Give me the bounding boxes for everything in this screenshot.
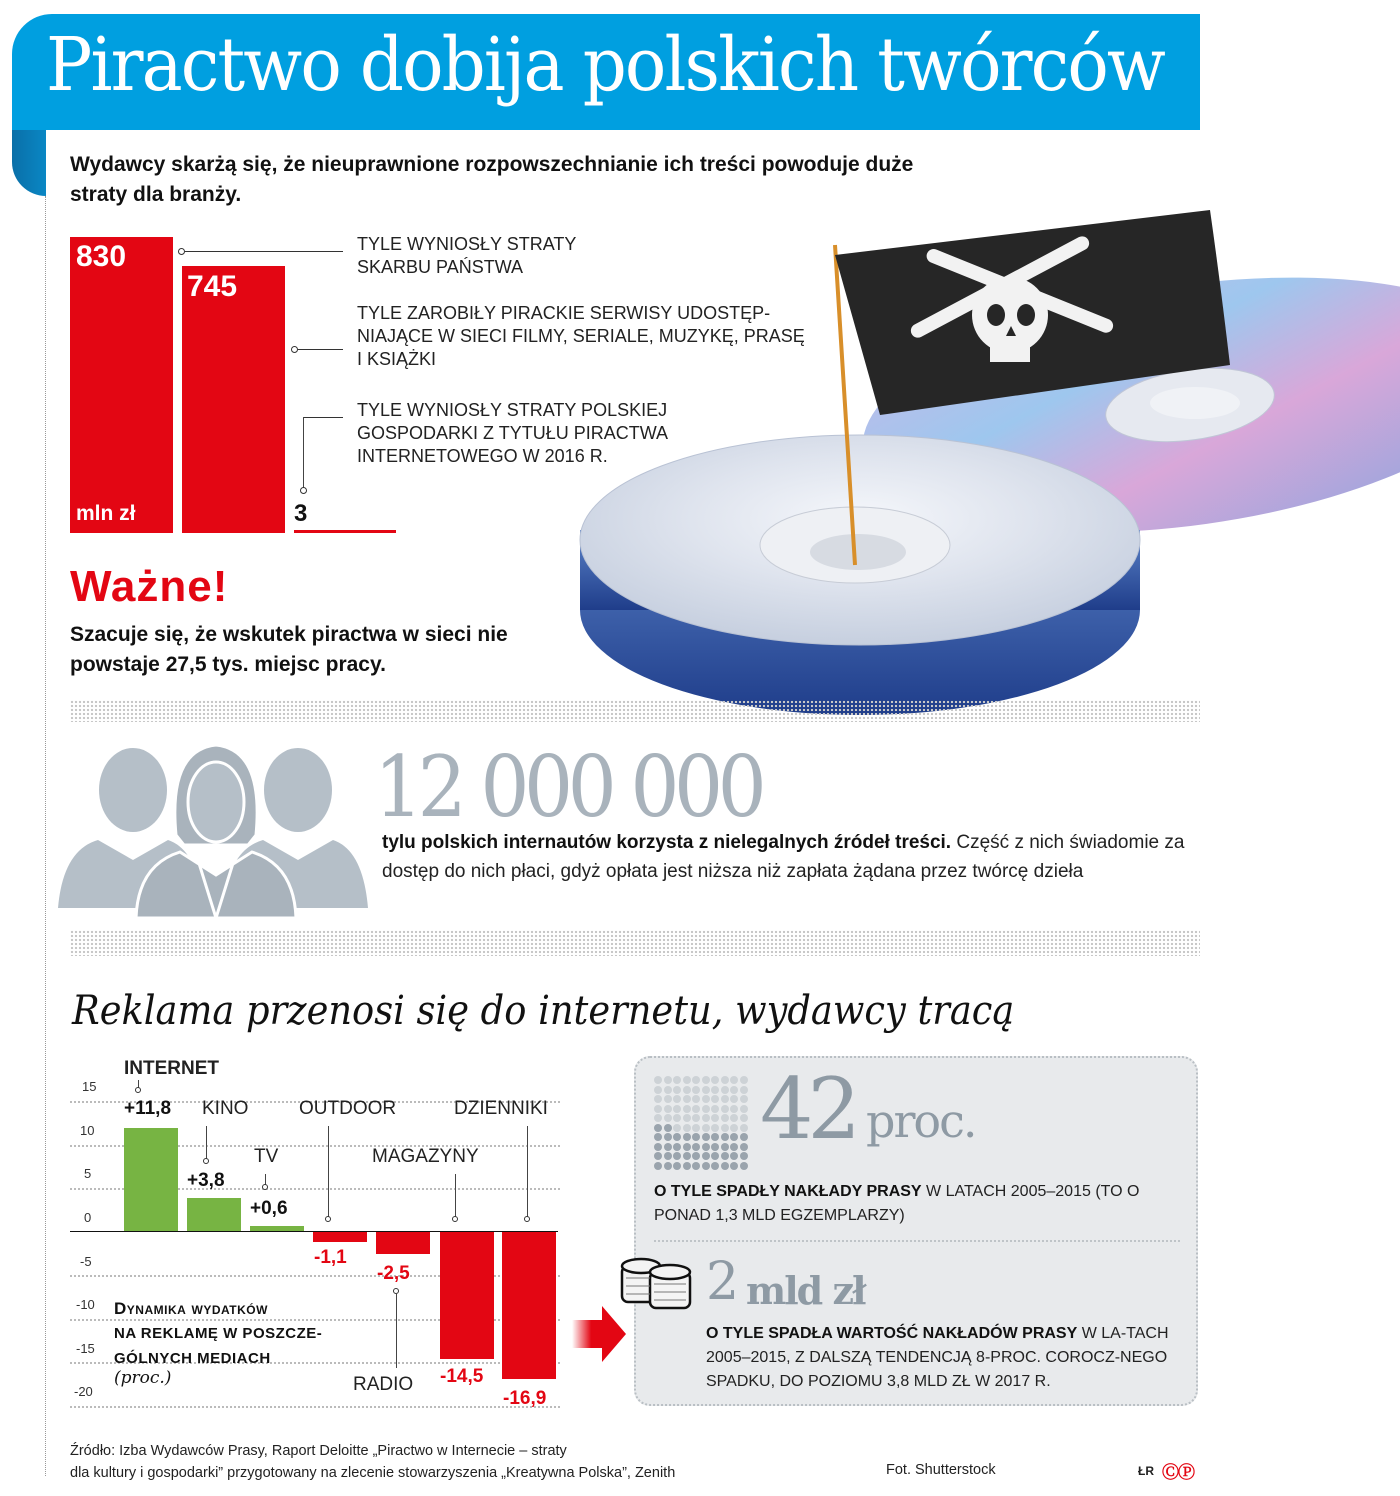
percent-dot [673, 1114, 681, 1122]
y-tick: 15 [82, 1079, 97, 1094]
y-tick: 0 [84, 1210, 92, 1225]
leader-line [303, 417, 343, 418]
y-tick: -20 [74, 1384, 93, 1399]
bar-radio [376, 1232, 430, 1254]
copyright-logo-icon: ⒸⓅ [1162, 1463, 1194, 1482]
percent-dot [721, 1152, 729, 1160]
percent-dot [711, 1095, 719, 1103]
leader-dot [524, 1216, 530, 1222]
source-line: Źródło: Izba Wydawców Prasy, Raport Deloitte „Piractwo w Internecie – straty [70, 1443, 567, 1459]
chart-caption-line: Dynamika wydatków [114, 1299, 268, 1318]
percent-dot [673, 1076, 681, 1084]
percent-dot [683, 1105, 691, 1113]
leader-dot [291, 346, 298, 353]
percent-dot [664, 1076, 672, 1084]
value-big: 2 [706, 1252, 740, 1312]
percent-dot [683, 1143, 691, 1151]
percent-dot [730, 1133, 738, 1141]
annotation-pirate-services: TYLE ZAROBIŁY PIRACKIE SERWISY UDOSTĘP-NIAJĄCE W SIECI FILMY, SERIALE, MUZYKĘ, PRASĘ I KSIĄŻKI [357, 303, 805, 369]
bar-3 [294, 530, 396, 533]
percent-dot [711, 1143, 719, 1151]
percent-value: 42 [760, 1060, 855, 1158]
percent-dot [740, 1086, 748, 1094]
percent-dot [711, 1152, 719, 1160]
percent-dot [692, 1095, 700, 1103]
percent-dot [673, 1095, 681, 1103]
leader-stem [396, 1294, 397, 1368]
percent-dot [673, 1086, 681, 1094]
percent-dot [740, 1076, 748, 1084]
bar-tv [250, 1226, 304, 1231]
leader-stem [303, 417, 304, 489]
leader-dot [325, 1216, 331, 1222]
users-count: 12 000 000 [374, 738, 762, 836]
percent-dot [683, 1076, 691, 1084]
percent-dot [664, 1162, 672, 1170]
annotation-economy: TYLE WYNIOSŁY STRATY POLSKIEJ GOSPODARKI Z TYTUŁU PIRACTWA INTERNETOWEGO W 2016 R. [357, 400, 668, 466]
percent-dot [692, 1133, 700, 1141]
percent-unit: proc. [866, 1094, 976, 1148]
percent-dot [721, 1105, 729, 1113]
percent-dot [654, 1114, 662, 1122]
percent-dot [702, 1152, 710, 1160]
section-title: Reklama przenosi się do internetu, wydawcy tracą [72, 988, 1015, 1034]
bar-dzienniki [502, 1232, 556, 1379]
percent-dot [683, 1086, 691, 1094]
percent-dot [673, 1152, 681, 1160]
bar-value-745: 745 [187, 270, 238, 303]
percent-dot [702, 1114, 710, 1122]
percent-dot [654, 1105, 662, 1113]
percent-description-bold: O TYLE SPADŁY NAKŁADY PRASY [654, 1183, 922, 1200]
bar-830 [70, 237, 173, 533]
y-tick: -15 [76, 1341, 95, 1356]
percent-dot [702, 1095, 710, 1103]
value-kino: +3,8 [187, 1170, 225, 1191]
bar-internet [124, 1128, 178, 1231]
percent-dot [692, 1076, 700, 1084]
percent-dot [692, 1086, 700, 1094]
value-description-bold: O TYLE SPADŁA WARTOŚĆ NAKŁADÓW PRASY [706, 1325, 1078, 1342]
leader-dot [452, 1216, 458, 1222]
percent-description [654, 1180, 1174, 1228]
percent-dot [683, 1114, 691, 1122]
label-tv: TV [254, 1146, 279, 1167]
percent-dot [740, 1105, 748, 1113]
percent-dot [664, 1124, 672, 1132]
percent-dot [711, 1114, 719, 1122]
percent-dot [730, 1076, 738, 1084]
annotation-treasury: TYLE WYNIOSŁY STRATY SKARBU PAŃSTWA [357, 234, 577, 277]
percent-dot [683, 1152, 691, 1160]
leader-line [298, 349, 343, 350]
value-radio: -2,5 [377, 1263, 410, 1284]
percent-dot [702, 1143, 710, 1151]
percent-dot [664, 1152, 672, 1160]
percent-dot [673, 1124, 681, 1132]
percent-dot [730, 1095, 738, 1103]
percent-dot [740, 1133, 748, 1141]
unit-label: mln zł [76, 502, 136, 525]
percent-dot [654, 1143, 662, 1151]
page-title: Piractwo dobija polskich twórców [46, 22, 1164, 108]
percent-dot [692, 1143, 700, 1151]
percent-dot [711, 1086, 719, 1094]
percent-dot [721, 1086, 729, 1094]
y-tick: 5 [84, 1166, 92, 1181]
pirate-flag-cd-illustration [570, 200, 1400, 720]
percent-dot [740, 1152, 748, 1160]
percent-dot [711, 1133, 719, 1141]
percent-dot [664, 1133, 672, 1141]
leader-stem [206, 1126, 207, 1160]
author-initials: ŁR [1138, 1464, 1154, 1478]
percent-dot [730, 1086, 738, 1094]
percent-dot [683, 1133, 691, 1141]
arrow-right-icon [572, 1306, 626, 1362]
bar-value-3: 3 [294, 500, 308, 527]
bar-value-830: 830 [76, 240, 127, 273]
percent-dot [692, 1105, 700, 1113]
percent-dot [654, 1162, 662, 1170]
y-tick: -10 [76, 1297, 95, 1312]
percent-dot [740, 1114, 748, 1122]
percent-dot [711, 1076, 719, 1084]
percent-dot [721, 1133, 729, 1141]
percent-dot [654, 1095, 662, 1103]
percent-dot [673, 1162, 681, 1170]
percent-dot [730, 1162, 738, 1170]
important-text: Szacuje się, że wskutek piractwa w sieci nie powstaje 27,5 tys. miejsc pracy. [70, 623, 508, 676]
percent-dot [654, 1152, 662, 1160]
label-radio: RADIO [353, 1374, 414, 1395]
users-description [382, 828, 1212, 886]
percent-dot [730, 1105, 738, 1113]
value-description-rest: W LA-TACH 2005–2015, Z DALSZĄ TENDENCJĄ 8-PROC. COROCZ-NEGO SPADKU, DO POZIOMU 3,8 MLD ZŁ W 2017 R. [706, 1325, 1169, 1390]
percent-dot [730, 1124, 738, 1132]
percent-dot [730, 1114, 738, 1122]
photo-credit: Fot. Shutterstock [886, 1462, 996, 1478]
dotted-divider [70, 930, 1200, 956]
label-internet: INTERNET [124, 1058, 219, 1079]
value-unit: mld zł [746, 1268, 865, 1313]
label-outdoor: OUTDOOR [299, 1098, 397, 1119]
percent-dot [711, 1124, 719, 1132]
important-label: Ważne! [70, 562, 229, 611]
percent-dot [721, 1114, 729, 1122]
source-note [70, 1440, 675, 1484]
leader-stem [328, 1126, 329, 1218]
percent-dot [692, 1162, 700, 1170]
leader-stem [455, 1174, 456, 1218]
chart-caption-line: GÓLNYCH MEDIACH [114, 1350, 271, 1367]
percent-dot [683, 1124, 691, 1132]
value-magazyny: -14,5 [440, 1366, 484, 1387]
chart-caption-line: NA REKLAMĘ W POSZCZE- [114, 1325, 323, 1342]
percent-dot [721, 1143, 729, 1151]
bar-outdoor [313, 1232, 367, 1242]
percent-dot [711, 1162, 719, 1170]
percent-dot [654, 1086, 662, 1094]
percent-dot [664, 1105, 672, 1113]
y-tick: 10 [80, 1123, 95, 1138]
percent-dot [721, 1162, 729, 1170]
percent-dot [721, 1124, 729, 1132]
percent-dot [692, 1114, 700, 1122]
users-description-rest: Część z nich świadomie za dostęp do nich płaci, gdyż opłata jest niższa niż zapłata żądana przez twórcę dzieła [382, 832, 1185, 882]
users-description-bold: tylu polskich internautów korzysta z nielegalnych źródeł treści. [382, 832, 952, 853]
percent-dot [702, 1133, 710, 1141]
percent-dot [654, 1124, 662, 1132]
bar-kino [187, 1198, 241, 1231]
percent-dot [702, 1105, 710, 1113]
value-dzienniki: -16,9 [503, 1388, 547, 1409]
percent-dot [664, 1095, 672, 1103]
percent-dot [721, 1095, 729, 1103]
value-internet: +11,8 [124, 1098, 172, 1119]
percent-dot [673, 1133, 681, 1141]
chart-caption [114, 1296, 322, 1371]
percent-dot [692, 1124, 700, 1132]
dotted-margin-line [45, 196, 46, 1476]
percent-dot [664, 1114, 672, 1122]
percent-dot [654, 1076, 662, 1084]
percent-dot [711, 1105, 719, 1113]
bar-745 [182, 266, 285, 533]
percent-dot [740, 1124, 748, 1132]
label-kino: KINO [202, 1098, 249, 1119]
percent-dot [730, 1152, 738, 1160]
leader-dot [262, 1184, 268, 1190]
percent-dot [683, 1095, 691, 1103]
leader-dot [135, 1087, 141, 1093]
percent-description-rest: W LATACH 2005–2015 (TO O PONAD 1,3 MLD EGZEMPLARZY) [654, 1183, 1140, 1224]
value-description [706, 1322, 1172, 1394]
percent-dot [730, 1143, 738, 1151]
chart-unit: (proc.) [114, 1368, 172, 1388]
percent-dot [702, 1162, 710, 1170]
y-tick: -5 [80, 1254, 92, 1269]
leader-dot [300, 487, 307, 494]
label-dzienniki: DZIENNIKI [454, 1098, 548, 1119]
value-outdoor: -1,1 [314, 1247, 347, 1268]
percent-dot [702, 1086, 710, 1094]
percent-dot [702, 1076, 710, 1084]
percent-dot-grid [654, 1076, 748, 1170]
gridline [70, 1406, 560, 1408]
percent-dot [664, 1086, 672, 1094]
percent-dot [721, 1076, 729, 1084]
percent-dot [673, 1105, 681, 1113]
lead-text: Wydawcy skarżą się, że nieuprawnione rozpowszechnianie ich treści powoduje duże straty dla branży. [70, 153, 914, 206]
banner-fold [12, 130, 46, 196]
panel-divider [654, 1240, 1180, 1242]
coins-icon [618, 1256, 698, 1312]
percent-dot [673, 1143, 681, 1151]
dotted-divider [70, 700, 1200, 722]
percent-dot [740, 1162, 748, 1170]
percent-dot [683, 1162, 691, 1170]
leader-dot [178, 248, 185, 255]
percent-dot [692, 1152, 700, 1160]
leader-line [185, 251, 343, 252]
bar-magazyny [440, 1232, 494, 1359]
source-line: dla kultury i gospodarki” przygotowany na zlecenie stowarzyszenia „Kreatywna Polska”, Zenith [70, 1465, 676, 1481]
percent-dot [740, 1095, 748, 1103]
label-magazyny: MAGAZYNY [372, 1146, 479, 1167]
value-tv: +0,6 [250, 1198, 288, 1219]
percent-dot [664, 1143, 672, 1151]
people-icon [58, 740, 368, 918]
percent-dot [702, 1124, 710, 1132]
percent-dot [654, 1133, 662, 1141]
leader-dot [203, 1158, 209, 1164]
percent-dot [740, 1143, 748, 1151]
leader-stem [527, 1126, 528, 1218]
